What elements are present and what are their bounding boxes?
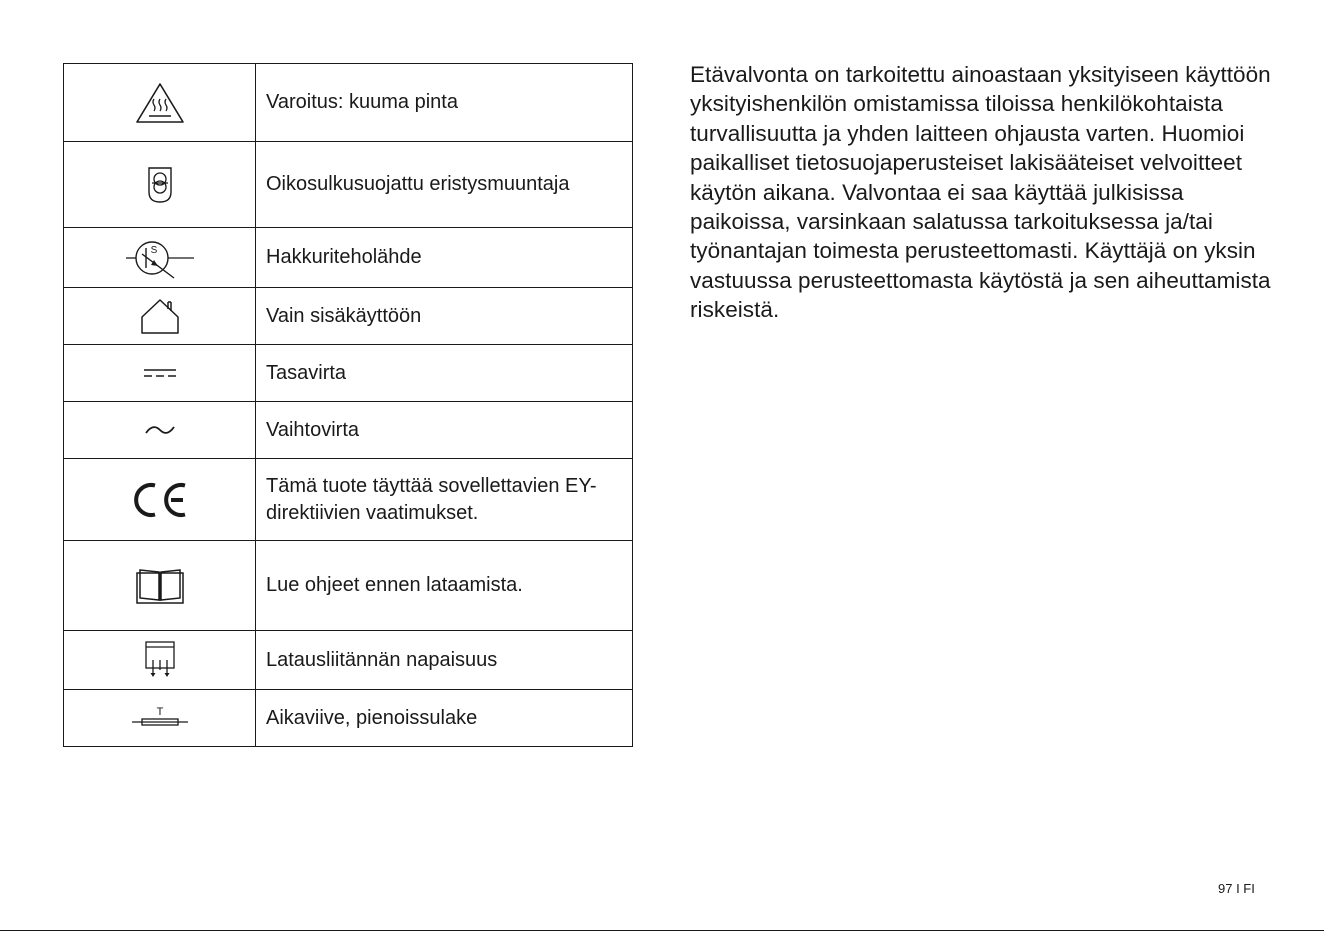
symbol-row <box>64 690 633 747</box>
symbol-row <box>64 345 633 402</box>
symbols-table <box>63 63 633 747</box>
indoor-use-only-icon <box>139 297 181 335</box>
direct-current-icon <box>143 366 177 380</box>
symbol-cell <box>64 142 256 228</box>
symbol-row <box>64 288 633 345</box>
symbol-cell <box>64 228 256 288</box>
fuse-letter: T <box>156 706 163 718</box>
symbol-cell <box>64 402 256 459</box>
symbol-description: Tasavirta <box>256 345 633 402</box>
symbol-description: Vain sisäkäyttöön <box>256 288 633 345</box>
symbol-row <box>64 142 633 228</box>
symbol-cell <box>64 631 256 690</box>
symbol-row <box>64 541 633 631</box>
symbol-cell <box>64 345 256 402</box>
switch-mode-power-supply-icon <box>124 236 196 280</box>
read-manual-icon <box>135 567 185 605</box>
symbol-cell <box>64 64 256 142</box>
symbol-cell <box>64 288 256 345</box>
bottom-rule <box>0 930 1324 931</box>
symbol-row <box>64 459 633 541</box>
symbol-description: Latausliitännän napaisuus <box>256 631 633 690</box>
smps-letter: S <box>150 244 157 256</box>
symbol-description: Tämä tuote täyttää sovellettavien EY-direktiivien vaatimukset. <box>256 459 633 541</box>
symbol-cell <box>64 541 256 631</box>
symbol-description: Aikaviive, pienoissulake <box>256 690 633 747</box>
symbol-cell <box>64 690 256 747</box>
page-number: 97 I FI <box>1218 881 1255 896</box>
ce-mark-icon <box>131 481 189 519</box>
symbol-row <box>64 631 633 690</box>
symbol-description: Lue ohjeet ennen lataamista. <box>256 541 633 631</box>
symbol-description: Oikosulkusuojattu eristysmuuntaja <box>256 142 633 228</box>
alternating-current-icon <box>144 423 176 437</box>
charging-connector-polarity-icon <box>144 640 176 680</box>
symbol-description: Vaihtovirta <box>256 402 633 459</box>
hot-surface-warning-icon <box>134 81 186 125</box>
short-circuit-proof-transformer-icon <box>147 166 173 204</box>
symbol-row <box>64 402 633 459</box>
remote-monitoring-notice <box>690 60 1290 325</box>
symbol-description: Varoitus: kuuma pinta <box>256 64 633 142</box>
notice-paragraph: Etävalvonta on tarkoitettu ainoastaan yksityiseen käyttöön yksityishenkilön omistamissa tiloissa henkilökohtaista turvallisuutta ja yhden laitteen ohjausta varten. Huomioi paikalliset tietosuojaperusteiset lakisääteiset velvoitteet käytön aikana. Valvontaa ei saa käyttää julkisissa paikoissa, varsinkaan salatussa tarkoituksessa ja/tai työnantajan toimesta perusteettomasti. Käyttäjä on yksin vastuussa perusteettomasta käytöstä ja sen aiheuttamista riskeistä. <box>690 62 1271 323</box>
symbol-description: Hakkuriteholähde <box>256 228 633 288</box>
symbol-row <box>64 228 633 288</box>
time-lag-fuse-icon <box>130 706 190 730</box>
symbol-row <box>64 64 633 142</box>
symbol-cell <box>64 459 256 541</box>
